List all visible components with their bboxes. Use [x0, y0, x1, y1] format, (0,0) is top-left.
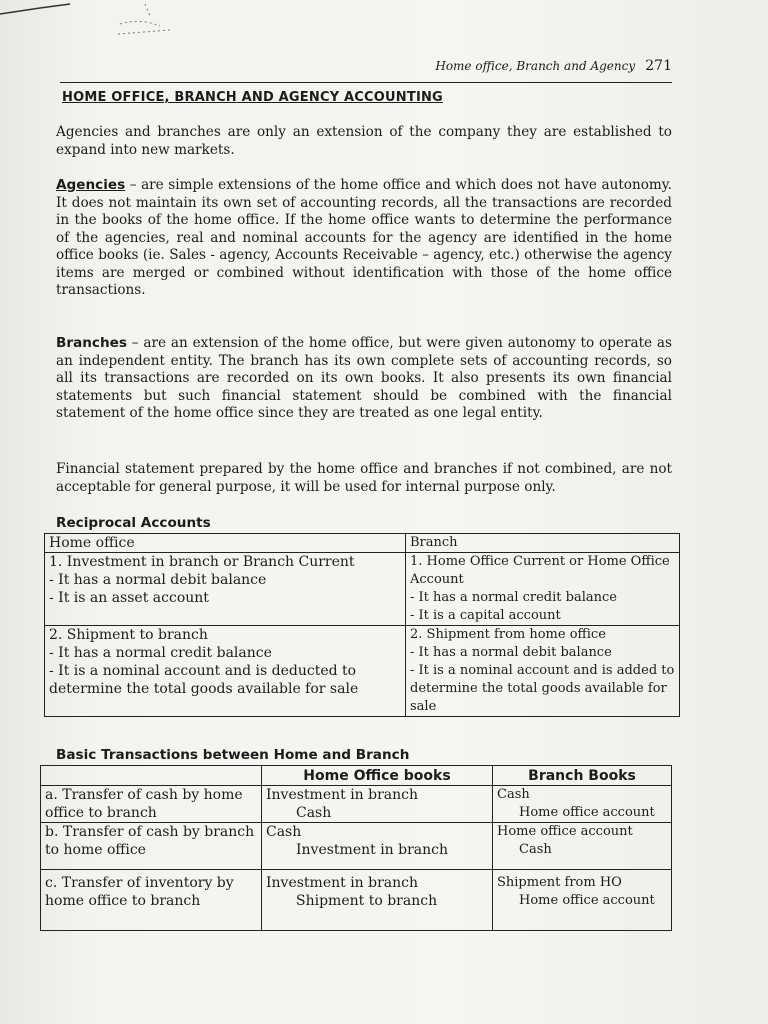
branches-text: – are an extension of the home office, but were given autonomy to operate as an independent entity. The branch has its own complete sets of accounting records, so all its transactions are recorded on its own books. It also presents its own financial statements but such financial statement should be combined with the financial statement of the home office since they are treated as one legal entity. — [56, 335, 672, 421]
intro-paragraph: Agencies and branches are only an extension of the company they are established to expand into new markets. — [56, 124, 672, 158]
debit-entry: Home office account — [497, 824, 633, 839]
cell-line: 2. Shipment from home office — [410, 627, 606, 642]
basic-transactions-title: Basic Transactions between Home and Branch — [56, 747, 410, 763]
header-branch: Branch — [406, 534, 680, 553]
table-cell: b. Transfer of cash by branch to home office — [41, 823, 262, 870]
credit-entry: Home office account — [519, 893, 655, 908]
table-cell — [262, 786, 493, 823]
running-head — [60, 58, 672, 83]
credit-entry: Cash — [296, 805, 332, 821]
table-cell: c. Transfer of inventory by home office to branch — [41, 870, 262, 931]
table-cell: a. Transfer of cash by home office to branch — [41, 786, 262, 823]
table-row — [41, 786, 672, 823]
table-cell — [493, 823, 672, 870]
table-cell — [45, 553, 406, 626]
table-header-row — [45, 534, 680, 553]
debit-entry: Investment in branch — [266, 875, 419, 891]
table-cell — [493, 870, 672, 931]
table-cell — [493, 786, 672, 823]
cell-line: - It is a nominal account and is deducted to determine the total goods available for sale — [49, 663, 359, 697]
debit-entry: Investment in branch — [266, 787, 419, 803]
cell-line: - It has a normal debit balance — [49, 572, 267, 588]
reciprocal-accounts-table — [44, 533, 680, 717]
agencies-text: – are simple extensions of the home office and which does not have autonomy. It does not maintain its own set of accounting records, all the transactions are recorded in the books of the home office. If the home office wants to determine the performance of the agencies, real and nominal accounts for the agency are identified in the home office books (ie. Sales - agency, Accounts Receivable – agency, etc.) otherwise the agency items are merged or combined without identification with those of the home office transactions. — [56, 177, 672, 298]
page-number: 271 — [645, 58, 672, 74]
credit-entry: Home office account — [519, 805, 655, 820]
credit-entry: Cash — [519, 842, 552, 857]
cell-line: - It is an asset account — [49, 590, 209, 606]
debit-entry: Cash — [266, 824, 302, 840]
header-blank — [41, 766, 262, 786]
table-cell — [406, 626, 680, 717]
financial-statement-paragraph: Financial statement prepared by the home office and branches if not combined, are not acceptable for general purpose, it will be used for internal purpose only. — [56, 461, 672, 495]
header-home-office: Home office — [45, 534, 406, 553]
cell-line: - It has a normal debit balance — [410, 645, 612, 660]
header-branch-books: Branch Books — [493, 766, 672, 786]
table-row — [41, 823, 672, 870]
table-row — [45, 553, 680, 626]
page-title: HOME OFFICE, BRANCH AND AGENCY ACCOUNTING — [62, 90, 443, 105]
header-home-office-books: Home Office books — [262, 766, 493, 786]
credit-entry: Investment in branch — [296, 842, 449, 858]
cell-line: 2. Shipment to branch — [49, 627, 208, 643]
table-header-row — [41, 766, 672, 786]
table-row — [45, 626, 680, 717]
running-head-title: Home office, Branch and Agency — [435, 59, 636, 73]
reciprocal-accounts-title: Reciprocal Accounts — [56, 515, 211, 531]
cell-line: - It has a normal credit balance — [49, 645, 272, 661]
table-cell — [262, 870, 493, 931]
cell-line: - It is a capital account — [410, 608, 561, 623]
table-cell — [406, 553, 680, 626]
cell-line: - It is a nominal account and is added to determine the total goods available for sale — [410, 663, 675, 714]
cell-line: - It has a normal credit balance — [410, 590, 617, 605]
debit-entry: Cash — [497, 787, 530, 802]
agencies-term: Agencies — [56, 177, 126, 193]
table-cell — [262, 823, 493, 870]
cell-line: 1. Home Office Current or Home Office Account — [410, 554, 670, 587]
branches-term: Branches — [56, 335, 127, 351]
table-row — [41, 870, 672, 931]
table-cell — [45, 626, 406, 717]
branches-paragraph — [56, 335, 672, 423]
debit-entry: Shipment from HO — [497, 875, 622, 890]
agencies-paragraph — [56, 177, 672, 300]
cell-line: 1. Investment in branch or Branch Current — [49, 554, 355, 570]
pen-scribble — [0, 0, 220, 50]
basic-transactions-table — [40, 765, 672, 931]
credit-entry: Shipment to branch — [296, 893, 438, 909]
